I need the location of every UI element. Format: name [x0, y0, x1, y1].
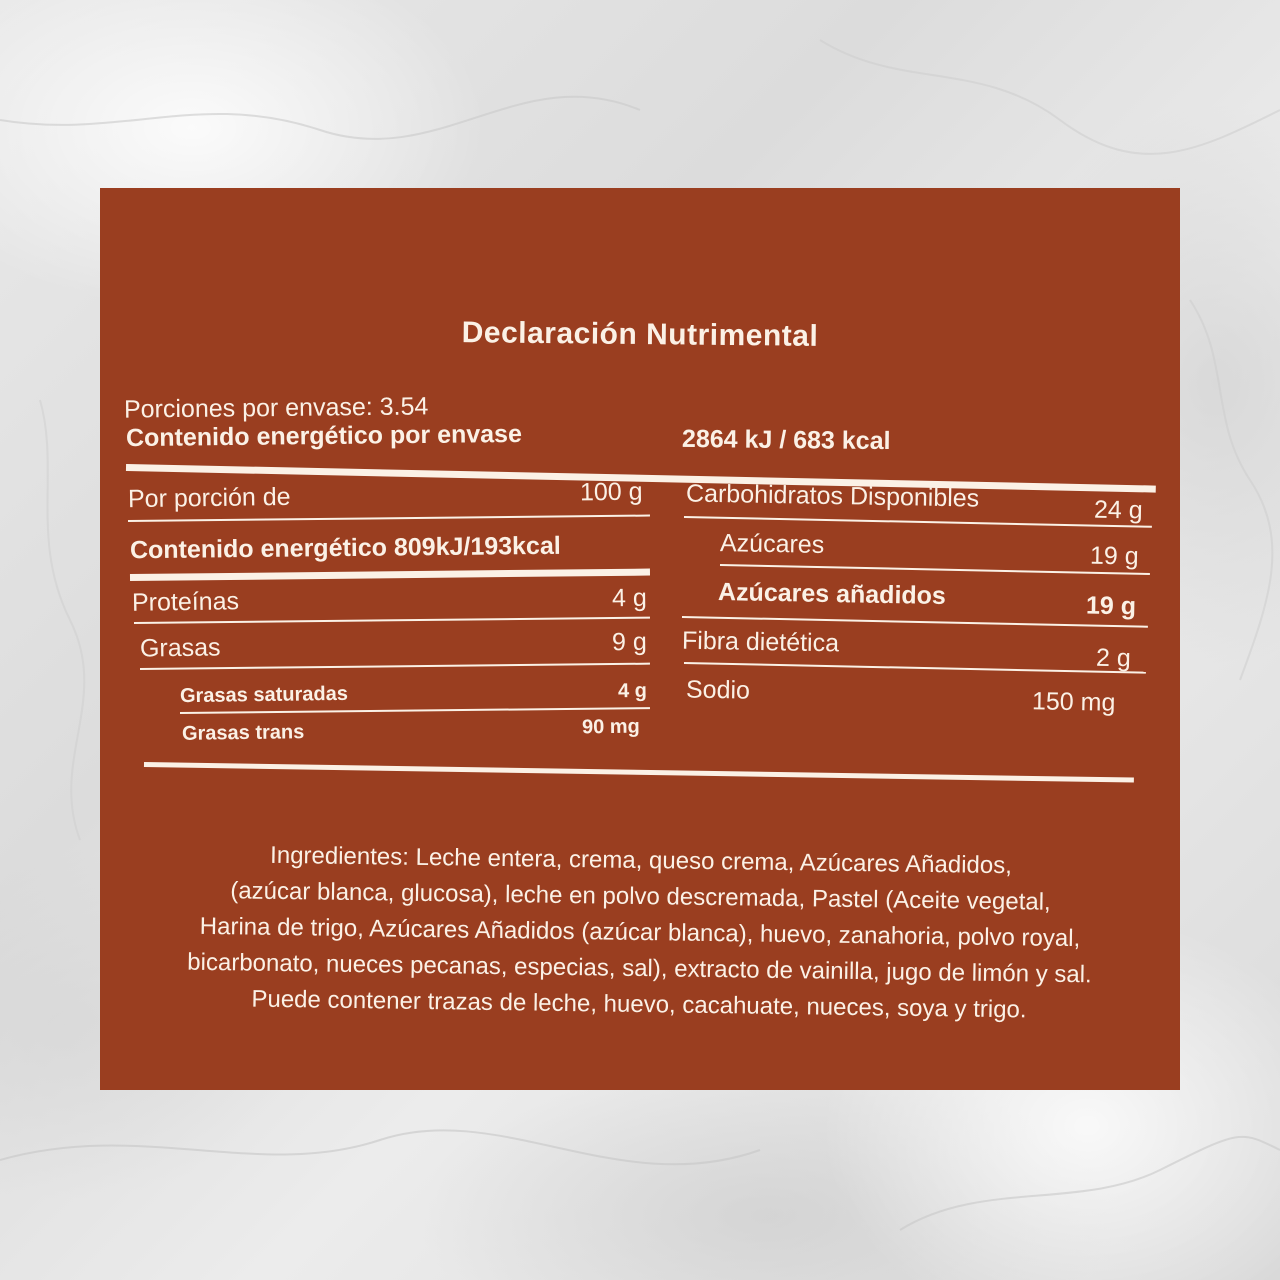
- energy-per-pack-label: Contenido energético por envase: [125, 419, 523, 453]
- sodium-label: Sodio: [685, 675, 751, 705]
- sodium-value: 150 mg: [1031, 687, 1116, 717]
- fiber-value: 2 g: [1095, 643, 1132, 673]
- nutrition-panel: [100, 188, 1180, 1090]
- sugars-value: 19 g: [1089, 541, 1139, 571]
- nutrition-title: Declaración Nutrimental: [461, 316, 819, 353]
- divider: [180, 707, 650, 714]
- ingredients-line: Harina de trigo, Azúcares Añadidos (azúcar blanca), huevo, zanahoria, polvo royal,: [199, 912, 1081, 953]
- portions-text: Porciones por envase: 3.54: [123, 392, 429, 424]
- carbs-value: 24 g: [1093, 495, 1143, 525]
- divider: [682, 616, 1148, 628]
- added-sugars-label: Azúcares añadidos: [717, 578, 947, 610]
- per-portion-label: Por porción de: [127, 482, 291, 514]
- ingredients-line: bicarbonato, nueces pecanas, especias, sal), extracto de vainilla, jugo de limón y sal.: [187, 948, 1092, 989]
- divider: [720, 564, 1150, 575]
- divider: [134, 617, 650, 624]
- ingredients-line: Puede contener trazas de leche, huevo, cacahuate, nueces, soya y trigo.: [251, 985, 1027, 1024]
- proteins-value: 4 g: [611, 583, 647, 613]
- proteins-label: Proteínas: [131, 587, 240, 617]
- sat-fats-value: 4 g: [617, 679, 648, 703]
- per-portion-value: 100 g: [579, 477, 643, 507]
- trans-fats-label: Grasas trans: [181, 721, 305, 745]
- divider: [684, 662, 1146, 674]
- divider: [128, 515, 650, 522]
- divider: [684, 516, 1152, 528]
- fats-value: 9 g: [611, 627, 647, 657]
- divider: [140, 663, 650, 670]
- ingredients-line: (azúcar blanca, glucosa), leche en polvo descremada, Pastel (Aceite vegetal,: [230, 877, 1051, 916]
- fats-label: Grasas: [139, 633, 221, 663]
- fiber-label: Fibra dietética: [681, 626, 840, 658]
- ingredients-block: [139, 836, 1141, 1030]
- sat-fats-label: Grasas saturadas: [179, 682, 349, 708]
- carbs-label: Carbohidratos Disponibles: [685, 479, 980, 513]
- energy-divider: [130, 569, 650, 581]
- sugars-label: Azúcares: [719, 529, 825, 559]
- energy-per-pack-value: 2864 kJ / 683 kcal: [681, 424, 891, 456]
- table-bottom-divider: [144, 762, 1134, 783]
- added-sugars-value: 19 g: [1085, 591, 1137, 621]
- energy-per-portion: Contenido energético 809kJ/193kcal: [129, 531, 561, 565]
- ingredients-line: Ingredientes: Leche entera, crema, queso crema, Azúcares Añadidos,: [269, 841, 1013, 880]
- trans-fats-value: 90 mg: [581, 715, 640, 739]
